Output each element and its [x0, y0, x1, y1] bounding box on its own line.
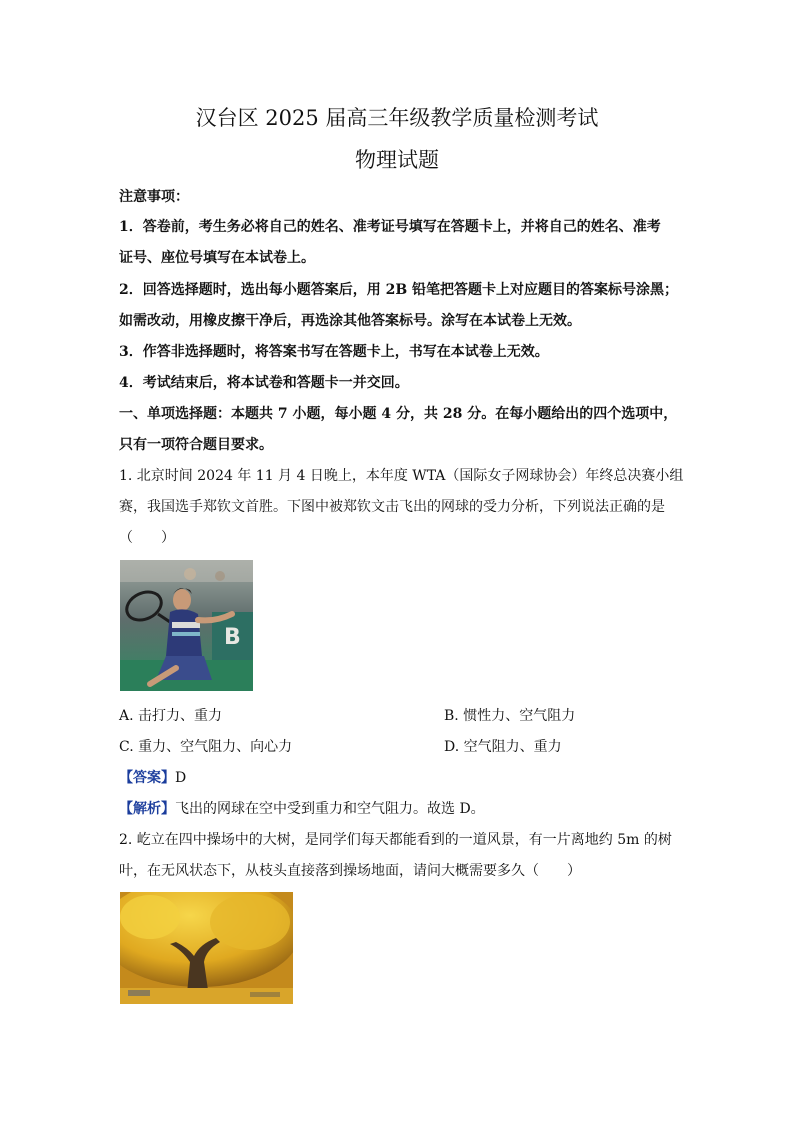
exam-subject: 物理试题	[355, 148, 439, 172]
question-1-text: （ ）	[119, 530, 175, 546]
notice-line: 如需改动，用橡皮擦干净后，再选涂其他答案标号。涂写在本试卷上无效。	[119, 313, 581, 329]
option-b: B. 惯性力、空气阻力	[444, 708, 576, 724]
answer-label: 【答案】	[119, 770, 175, 786]
option-d: D. 空气阻力、重力	[444, 739, 562, 755]
notice-line: 2．回答选择题时，选出每小题答案后，用 2B 铅笔把答题卡上对应题目的答案标号涂黑；	[119, 282, 679, 298]
section-heading: 一、单项选择题：本题共 7 小题，每小题 4 分，共 28 分。在每小题给出的四个选项中，	[119, 406, 678, 422]
question-2-text: 2. 屹立在四中操场中的大树，是同学们每天都能看到的一道风景，有一片离地约 5m 的树	[119, 832, 672, 848]
analysis-line	[119, 799, 485, 819]
notice-heading: 注意事项：	[119, 189, 189, 205]
option-a: A. 击打力、重力	[119, 708, 223, 724]
notice-line: 3．作答非选择题时，将答案书写在答题卡上，书写在本试卷上无效。	[119, 344, 549, 360]
section-heading-cont: 只有一项符合题目要求。	[119, 437, 273, 453]
question-1-text: 赛，我国选手郑钦文首胜。下图中被郑钦文击飞出的网球的受力分析，下列说法正确的是	[119, 499, 665, 515]
notice-line: 证号、座位号填写在本试卷上。	[119, 250, 315, 266]
option-c: C. 重力、空气阻力、向心力	[119, 739, 293, 755]
analysis-text: 飞出的网球在空中受到重力和空气阻力。故选 D。	[175, 801, 485, 817]
ginkgo-tree-photo	[120, 892, 293, 1004]
notice-line: 1．答卷前，考生务必将自己的姓名、准考证号填写在答题卡上，并将自己的姓名、准考	[119, 219, 661, 235]
notice-line: 4．考试结束后，将本试卷和答题卡一并交回。	[119, 375, 409, 391]
answer-value: D	[175, 770, 187, 786]
exam-title: 汉台区 2025 届高三年级教学质量检测考试	[195, 106, 599, 130]
svg-text:B: B	[224, 625, 241, 650]
question-2-text: 叶，在无风状态下，从枝头直接落到操场地面，请问大概需要多久（ ）	[119, 863, 581, 879]
analysis-label: 【解析】	[119, 801, 175, 817]
question-1-text: 1. 北京时间 2024 年 11 月 4 日晚上，本年度 WTA（国际女子网球协会）年终总决赛小组	[119, 468, 684, 484]
tennis-player-photo	[120, 560, 253, 691]
answer-line	[119, 768, 186, 788]
